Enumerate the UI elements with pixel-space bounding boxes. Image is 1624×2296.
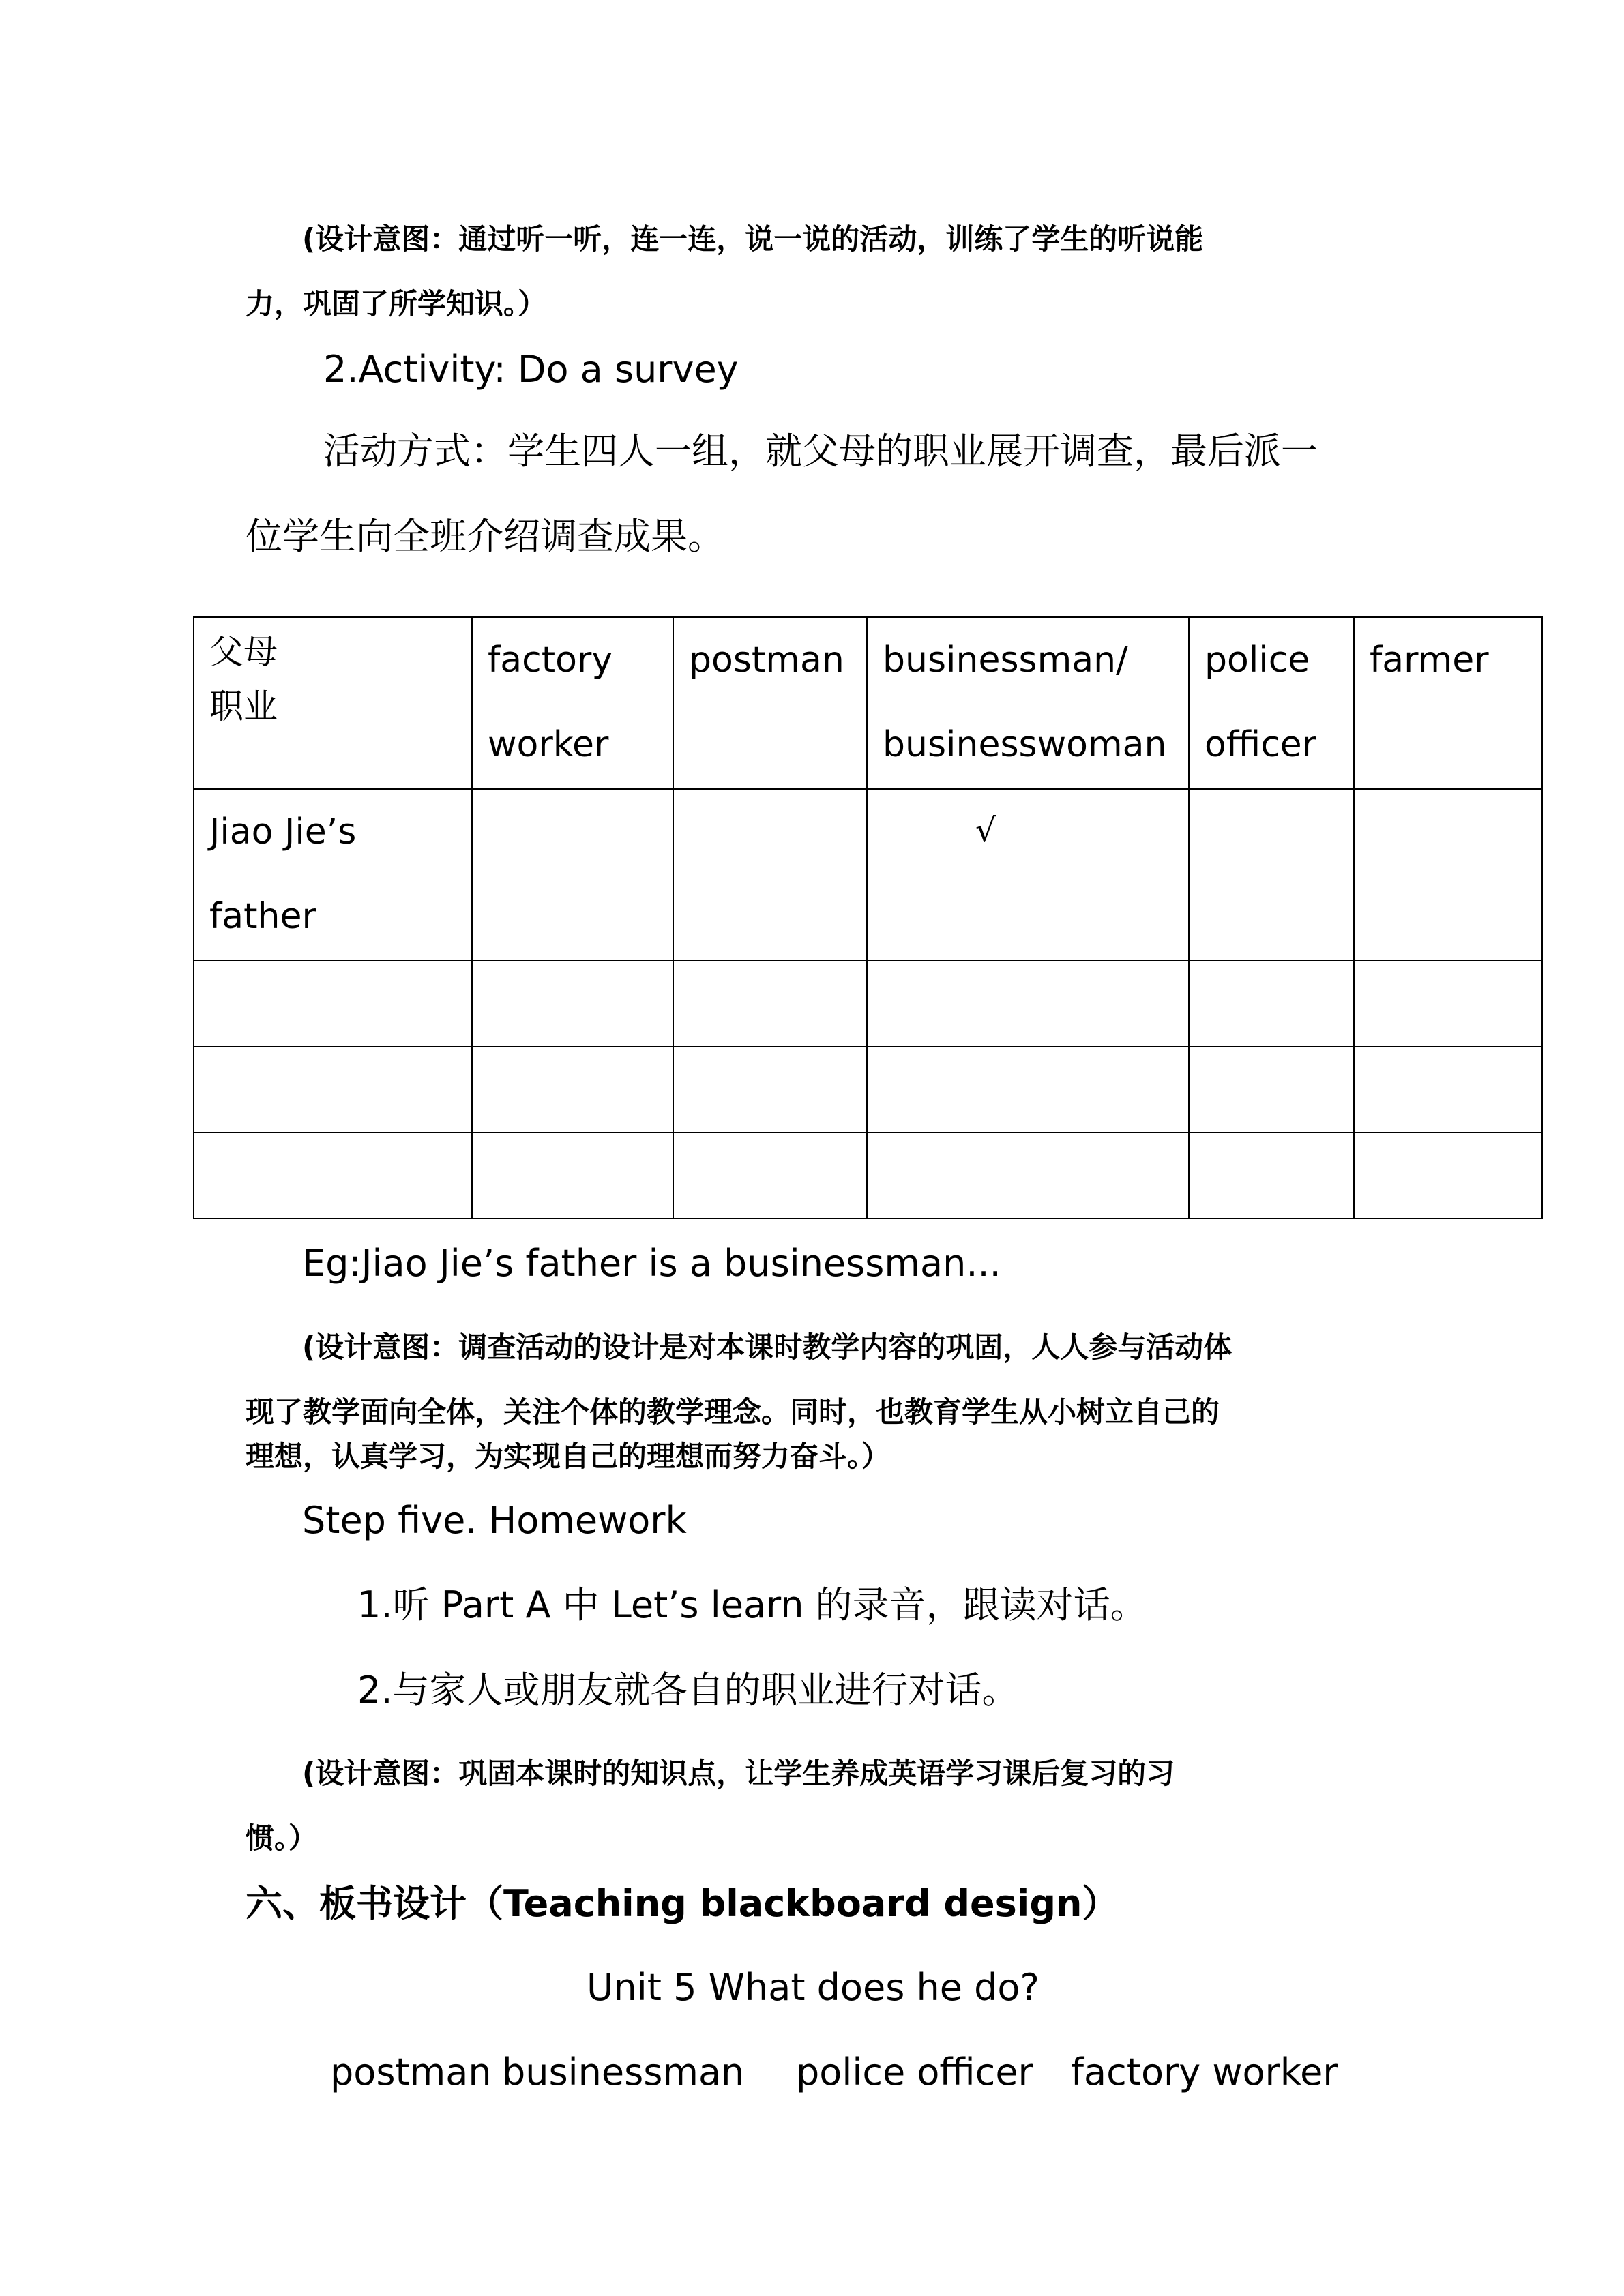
table-cell	[1189, 1047, 1354, 1133]
table-cell	[472, 789, 673, 961]
design-note-1-line1: (设计意图：通过听一听，连一连，说一说的活动，训练了学生的听说能	[302, 222, 1204, 256]
header-label: worker	[488, 724, 609, 765]
header-cell-postman	[673, 617, 867, 789]
homework-title: Step five. Homework	[302, 1499, 687, 1542]
design-note-1-line2: 力，巩固了所学知识。）	[246, 287, 547, 320]
table-cell	[472, 1047, 673, 1133]
activity-desc-line1: 活动方式：学生四人一组，就父母的职业展开调查，最后派一	[323, 430, 1318, 473]
header-cell-factory-worker	[472, 617, 673, 789]
table-cell	[472, 961, 673, 1047]
header-cell-farmer	[1354, 617, 1542, 789]
corner-label-occupation: 职业	[209, 687, 278, 726]
vocab-word: businessman	[502, 2051, 745, 2093]
header-label: officer	[1205, 724, 1317, 765]
table-cell-check	[867, 789, 1189, 961]
vocab-word: police officer	[796, 2051, 1033, 2093]
table-cell	[673, 789, 867, 961]
design-note-3-line2: 惯。）	[246, 1821, 318, 1855]
table-cell	[1189, 961, 1354, 1047]
design-note-2-line1: (设计意图：调查活动的设计是对本课时教学内容的巩固，人人参与活动体	[302, 1330, 1232, 1364]
check-mark: √	[975, 811, 996, 850]
header-label: postman	[689, 640, 844, 681]
table-cell	[1354, 961, 1542, 1047]
design-note-2-line2: 现了教学面向全体，关注个体的教学理念。同时，也教育学生从小树立自己的	[246, 1395, 1220, 1429]
table-cell	[1354, 1133, 1542, 1219]
homework-item-1: 1.听 Part A 中 Let’s learn 的录音，跟读对话。	[357, 1583, 1147, 1626]
table-cell	[673, 1047, 867, 1133]
table-cell	[1189, 789, 1354, 961]
header-cell-businessman	[867, 617, 1189, 789]
header-label: farmer	[1370, 640, 1489, 681]
activity-title: 2.Activity: Do a survey	[323, 348, 739, 391]
vocab-word: postman	[330, 2051, 492, 2093]
table-cell	[1189, 1133, 1354, 1219]
table-cell	[472, 1133, 673, 1219]
table-cell	[867, 1047, 1189, 1133]
header-label: factory	[488, 640, 613, 681]
example-sentence: Eg:Jiao Jie’s father is a businessman...	[302, 1242, 1001, 1285]
unit-title: Unit 5 What does he do?	[587, 1966, 1040, 2009]
table-cell	[194, 1133, 472, 1219]
table-cell	[194, 961, 472, 1047]
table-cell	[1354, 1047, 1542, 1133]
header-cell-police-officer	[1189, 617, 1354, 789]
activity-desc-line2: 位学生向全班介绍调查成果。	[246, 515, 724, 558]
table-cell	[1354, 789, 1542, 961]
survey-table	[193, 616, 1543, 1219]
header-label: businessman/	[883, 640, 1128, 681]
homework-item-2: 2.与家人或朋友就各自的职业进行对话。	[357, 1669, 1019, 1712]
header-label: police	[1205, 640, 1310, 681]
table-cell	[673, 961, 867, 1047]
header-label: businesswoman	[883, 724, 1167, 765]
design-note-2-line3: 理想，认真学习，为实现自己的理想而努力奋斗。）	[246, 1440, 891, 1473]
corner-label-parents: 父母	[209, 632, 278, 672]
table-cell	[867, 1133, 1189, 1219]
row-label: father	[209, 896, 316, 937]
table-corner-cell	[194, 617, 472, 789]
table-cell	[194, 1047, 472, 1133]
design-note-3-line1: (设计意图：巩固本课时的知识点，让学生养成英语学习课后复习的习	[302, 1757, 1175, 1790]
vocab-word: factory worker	[1071, 2051, 1338, 2093]
table-cell	[867, 961, 1189, 1047]
row-label-cell	[194, 789, 472, 961]
row-label: Jiao Jie’s	[209, 811, 357, 852]
table-cell	[673, 1133, 867, 1219]
blackboard-heading: 六、板书设计（Teaching blackboard design）	[246, 1882, 1119, 1925]
